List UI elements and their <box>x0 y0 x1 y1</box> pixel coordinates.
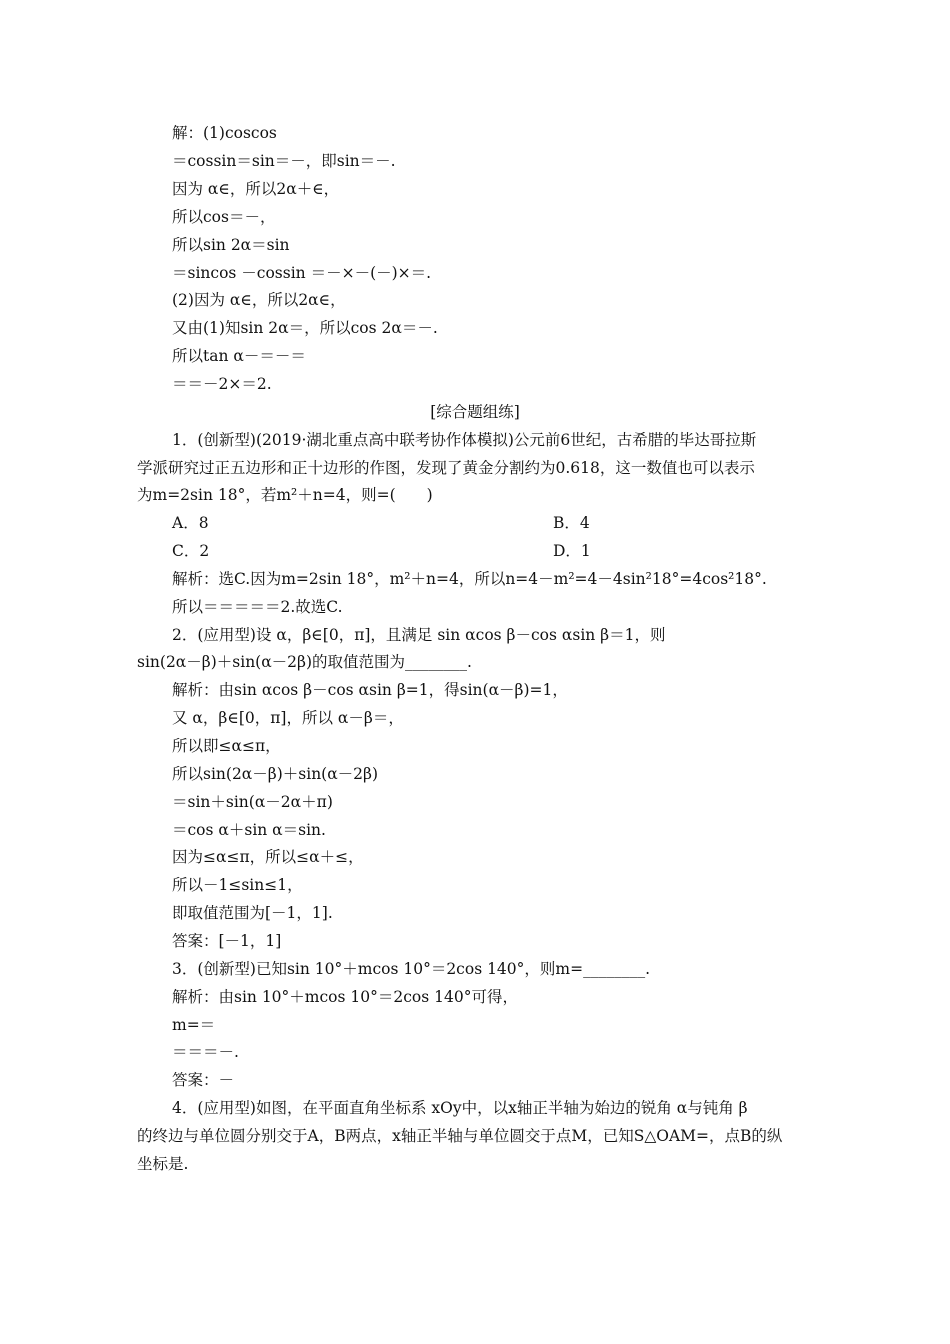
question-2-solution: ＝sin＋sin(α－2α＋π) <box>172 793 333 811</box>
solution-line: 因为 α∈，所以2α＋∈， <box>172 180 340 198</box>
question-2-solution: 所以即≤α≤π， <box>172 737 281 755</box>
solution-line: ＝＝－2×＝2. <box>172 375 272 393</box>
solution-line: 又由(1)知sin 2α＝，所以cos 2α＝－. <box>172 319 438 337</box>
question-2-solution: 解析：由sin αcos β－cos αsin β=1，得sin(α－β)=1， <box>172 681 568 699</box>
question-4-text: 坐标是. <box>137 1155 189 1173</box>
solution-line: 解：(1)coscos <box>172 124 277 142</box>
solution-line: ＝sincos －cossin ＝－×－(－)×＝. <box>172 264 432 282</box>
question-2-solution: 即取值范围为[－1，1]. <box>172 904 333 922</box>
question-3-solution: m=＝ <box>172 1016 216 1034</box>
option-d: D．1 <box>553 542 591 560</box>
question-2-solution: ＝cos α＋sin α＝sin. <box>172 821 326 839</box>
question-2-solution: 所以－1≤sin≤1， <box>172 876 303 894</box>
question-1-solution: 解析：选C.因为m=2sin 18°，m²＋n=4，所以n=4－m²=4－4sin²18°=4cos²18°. <box>172 570 767 588</box>
solution-line: 所以cos＝－， <box>172 208 276 226</box>
question-1-text: 学派研究过正五边形和正十边形的作图，发现了黄金分割约为0.618，这一数值也可以表示 <box>137 459 755 477</box>
question-4-text: 的终边与单位圆分别交于A，B两点，x轴正半轴与单位圆交于点M，已知S△OAM=，点B的纵 <box>137 1127 783 1145</box>
question-2-text: sin(2α－β)＋sin(α－2β)的取值范围为________. <box>137 653 472 671</box>
question-3-solution: 解析：由sin 10°＋mcos 10°＝2cos 140°可得， <box>172 988 518 1006</box>
question-1-text: 1．(创新型)(2019·湖北重点高中联考协作体模拟)公元前6世纪，古希腊的毕达哥拉斯 <box>172 431 757 449</box>
solution-line: 所以sin 2α＝sin <box>172 236 290 254</box>
question-3-text: 3．(创新型)已知sin 10°＋mcos 10°＝2cos 140°，则m=________. <box>172 960 651 978</box>
question-4-text: 4．(应用型)如图，在平面直角坐标系 xOy中，以x轴正半轴为始边的锐角 α与钝角 β <box>172 1099 748 1117</box>
solution-line: 所以tan α－＝－＝ <box>172 347 306 365</box>
option-c: C．2 <box>172 542 210 560</box>
section-heading: [综合题组练] <box>430 403 520 421</box>
question-2-solution: 又 α，β∈[0，π]，所以 α－β＝， <box>172 709 404 727</box>
question-2-solution: 因为≤α≤π，所以≤α＋≤， <box>172 848 364 866</box>
option-b: B．4 <box>553 514 590 532</box>
solution-line: (2)因为 α∈，所以2α∈， <box>172 291 346 309</box>
question-1-solution: 所以＝＝＝＝＝2.故选C. <box>172 598 343 616</box>
question-3-answer: 答案：－ <box>172 1071 235 1089</box>
option-a: A．8 <box>172 514 209 532</box>
question-2-text: 2．(应用型)设 α，β∈[0，π]，且满足 sin αcos β－cos αsin β＝1，则 <box>172 626 666 644</box>
question-2-answer: 答案：[－1，1] <box>172 932 282 950</box>
question-1-text: 为m=2sin 18°，若m²＋n=4，则=( ) <box>137 486 433 504</box>
question-2-solution: 所以sin(2α－β)＋sin(α－2β) <box>172 765 379 783</box>
solution-line: ＝cossin＝sin＝－，即sin＝－. <box>172 152 396 170</box>
question-3-solution: ＝＝＝－. <box>172 1043 239 1061</box>
